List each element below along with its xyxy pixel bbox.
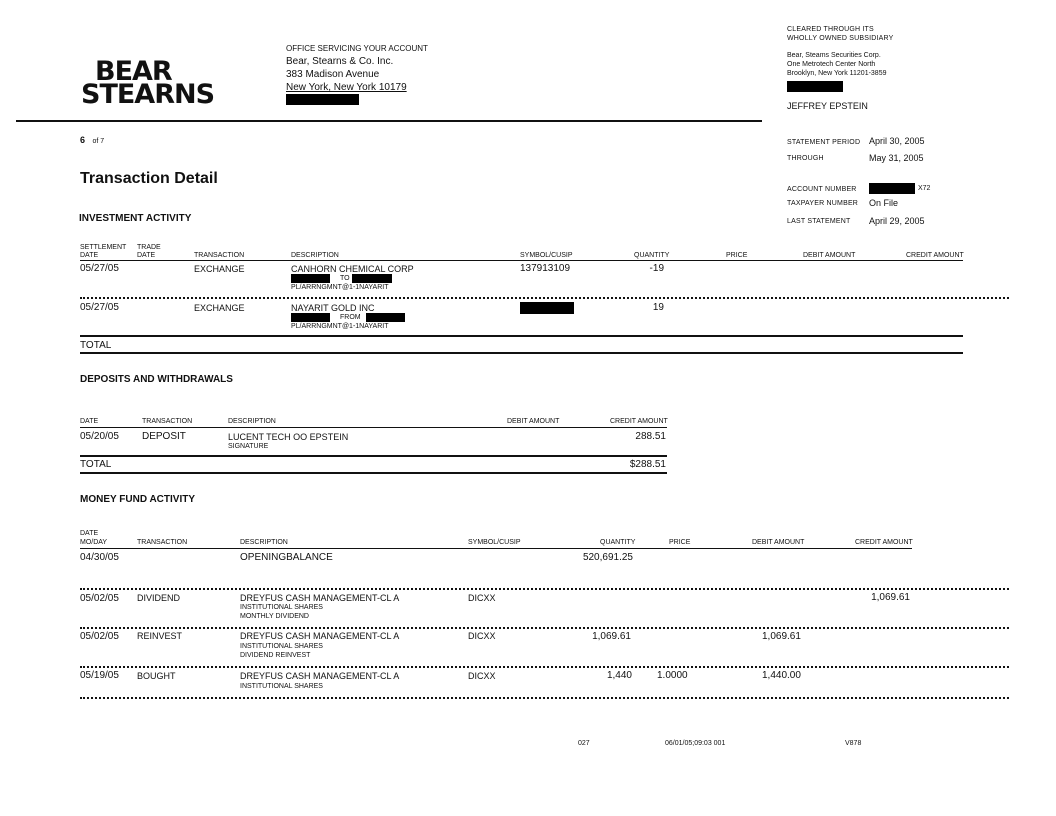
office-label: OFFICE SERVICING YOUR ACCOUNT bbox=[286, 44, 428, 53]
row-divider bbox=[80, 588, 1009, 590]
total-rule-bottom bbox=[80, 352, 963, 354]
column-header-description: DESCRIPTION bbox=[291, 252, 339, 259]
description-line: OPENINGBALANCE bbox=[240, 552, 333, 563]
office-line: Bear, Stearns & Co. Inc. bbox=[286, 56, 394, 67]
description-line: MONTHLY DIVIDEND bbox=[240, 613, 309, 620]
quantity: 1,440 bbox=[606, 670, 632, 681]
description-line: DREYFUS CASH MANAGEMENT-CL A bbox=[240, 593, 400, 603]
description-line: DREYFUS CASH MANAGEMENT-CL A bbox=[240, 671, 400, 681]
column-header-debit: DEBIT AMOUNT bbox=[752, 539, 805, 546]
row-divider bbox=[80, 666, 1009, 668]
column-header-debit: DEBIT AMOUNT bbox=[507, 418, 560, 425]
footer-code: 027 bbox=[578, 740, 590, 747]
footer-timestamp: 06/01/05;09:03 001 bbox=[665, 740, 726, 747]
column-header-mo-day: MO/DAY bbox=[80, 539, 108, 546]
period-value: April 30, 2005 bbox=[869, 136, 925, 146]
column-header-date: DATE bbox=[80, 418, 99, 425]
row-date: 04/30/05 bbox=[80, 552, 119, 563]
description-line: DIVIDEND REINVEST bbox=[240, 652, 311, 659]
account-number-label: ACCOUNT NUMBER bbox=[787, 186, 857, 193]
description-line: TO bbox=[340, 275, 350, 282]
section-heading: DEPOSITS AND WITHDRAWALS bbox=[80, 374, 233, 385]
row-date: 05/02/05 bbox=[80, 593, 119, 604]
column-header-rule bbox=[80, 260, 963, 261]
description-line: INSTITUTIONAL SHARES bbox=[240, 643, 323, 650]
redaction-block bbox=[291, 274, 330, 283]
total-rule-bottom bbox=[80, 472, 667, 474]
row-divider bbox=[80, 697, 1009, 699]
deposit-date: 05/20/05 bbox=[80, 431, 119, 442]
transaction-type: BOUGHT bbox=[137, 671, 176, 681]
column-header-transaction: TRANSACTION bbox=[142, 418, 193, 425]
column-header-symbol: SYMBOL/CUSIP bbox=[468, 539, 521, 546]
account-number-suffix: X72 bbox=[918, 185, 931, 192]
column-header-credit: CREDIT AMOUNT bbox=[610, 418, 668, 425]
transaction-type: DIVIDEND bbox=[137, 593, 181, 603]
redaction-block bbox=[520, 302, 574, 314]
column-header-date: DATE bbox=[80, 530, 99, 537]
period-label: STATEMENT PERIOD bbox=[787, 139, 861, 146]
description-line: DREYFUS CASH MANAGEMENT-CL A bbox=[240, 631, 400, 641]
redaction-block bbox=[787, 81, 843, 92]
description-line: FROM bbox=[340, 314, 361, 321]
total-rule-top bbox=[80, 455, 667, 457]
column-header-trade: TRADE bbox=[137, 244, 161, 251]
page-number: 6 bbox=[80, 135, 86, 145]
transaction-type: EXCHANGE bbox=[194, 303, 245, 313]
footer-code: V878 bbox=[845, 740, 862, 747]
taxpayer-value: On File bbox=[869, 198, 899, 208]
column-header-price: PRICE bbox=[669, 539, 691, 546]
symbol-cusip: DICXX bbox=[468, 631, 496, 641]
section-heading: INVESTMENT ACTIVITY bbox=[79, 213, 192, 224]
row-divider bbox=[80, 297, 1009, 299]
credit-amount: 1,069.61 bbox=[871, 592, 910, 603]
column-header-trade-date: DATE bbox=[137, 252, 156, 259]
price: 1.0000 bbox=[657, 670, 688, 681]
total-label: TOTAL bbox=[80, 459, 112, 470]
page-title: Transaction Detail bbox=[80, 170, 218, 187]
column-header-transaction: TRANSACTION bbox=[137, 539, 188, 546]
cleared-line: WHOLLY OWNED SUBSIDIARY bbox=[787, 35, 894, 42]
description-line: NAYARIT GOLD INC bbox=[291, 303, 375, 313]
debit-amount: 1,440.00 bbox=[762, 670, 801, 681]
description-line: PL/ARRNGMNT@1-1NAYARIT bbox=[291, 323, 389, 330]
subsidiary-line: Brooklyn, New York 11201-3859 bbox=[787, 70, 887, 77]
through-label: THROUGH bbox=[787, 155, 824, 162]
total-label: TOTAL bbox=[80, 340, 112, 351]
description-line: PL/ARRNGMNT@1-1NAYARIT bbox=[291, 284, 389, 291]
column-header-rule bbox=[80, 548, 912, 549]
debit-amount: 1,069.61 bbox=[762, 631, 801, 642]
page-total: of 7 bbox=[92, 138, 105, 145]
column-header-rule bbox=[80, 427, 667, 428]
redaction-block bbox=[352, 274, 392, 283]
header-rule bbox=[16, 120, 762, 122]
quantity: 19 bbox=[652, 302, 664, 313]
description-line: CANHORN CHEMICAL CORP bbox=[291, 264, 414, 274]
column-header-debit: DEBIT AMOUNT bbox=[803, 252, 856, 259]
redaction-block bbox=[366, 313, 405, 322]
transaction-type: REINVEST bbox=[137, 631, 183, 641]
subsidiary-line: Bear, Steams Securities Corp. bbox=[787, 52, 881, 59]
section-heading: MONEY FUND ACTIVITY bbox=[80, 494, 196, 505]
symbol-cusip: 137913109 bbox=[520, 263, 571, 274]
column-header-settlement-date: DATE bbox=[80, 252, 99, 259]
column-header-transaction: TRANSACTION bbox=[194, 252, 245, 259]
office-line: New York, New York 10179 bbox=[286, 82, 407, 93]
transaction-type: DEPOSIT bbox=[142, 431, 186, 442]
description-line: SIGNATURE bbox=[228, 443, 269, 450]
cleared-line: CLEARED THROUGH ITS bbox=[787, 26, 874, 33]
column-header-description: DESCRIPTION bbox=[240, 539, 288, 546]
row-date: 05/19/05 bbox=[80, 670, 119, 681]
description-line: INSTITUTIONAL SHARES bbox=[240, 604, 323, 611]
credit-amount: 288.51 bbox=[635, 431, 666, 442]
redaction-block bbox=[286, 94, 359, 105]
last-statement-value: April 29, 2005 bbox=[869, 216, 925, 226]
column-header-symbol: SYMBOL/CUSIP bbox=[520, 252, 573, 259]
column-header-credit: CREDIT AMOUNT bbox=[906, 252, 964, 259]
column-header-settlement: SETTLEMENT bbox=[80, 244, 127, 251]
row-date: 05/02/05 bbox=[80, 631, 119, 642]
settlement-date: 05/27/05 bbox=[80, 302, 119, 313]
total-credit-amount: $288.51 bbox=[629, 459, 666, 470]
row-divider bbox=[80, 627, 1009, 629]
column-header-credit: CREDIT AMOUNT bbox=[855, 539, 913, 546]
symbol-cusip: DICXX bbox=[468, 671, 496, 681]
last-statement-label: LAST STATEMENT bbox=[787, 218, 851, 225]
quantity: -19 bbox=[649, 263, 664, 274]
through-value: May 31, 2005 bbox=[869, 153, 924, 163]
account-holder-name: JEFFREY EPSTEIN bbox=[787, 101, 868, 111]
office-line: 383 Madison Avenue bbox=[286, 69, 380, 80]
symbol-cusip: DICXX bbox=[468, 593, 496, 603]
total-rule-top bbox=[80, 335, 963, 337]
taxpayer-label: TAXPAYER NUMBER bbox=[787, 200, 859, 207]
redaction-block bbox=[869, 183, 915, 194]
quantity: 520,691.25 bbox=[582, 552, 633, 563]
description-line: INSTITUTIONAL SHARES bbox=[240, 683, 323, 690]
column-header-description: DESCRIPTION bbox=[228, 418, 276, 425]
subsidiary-line: One Metrotech Center North bbox=[787, 61, 876, 68]
quantity: 1,069.61 bbox=[592, 631, 631, 642]
page-indicator bbox=[80, 130, 104, 148]
column-header-quantity: QUANTITY bbox=[634, 252, 670, 259]
redaction-block bbox=[291, 313, 330, 322]
description-line: LUCENT TECH OO EPSTEIN bbox=[228, 432, 349, 442]
transaction-type: EXCHANGE bbox=[194, 264, 245, 274]
settlement-date: 05/27/05 bbox=[80, 263, 119, 274]
logo-line-2: STEARNS bbox=[81, 79, 215, 110]
column-header-price: PRICE bbox=[726, 252, 748, 259]
logo-line-1: BEAR bbox=[95, 56, 172, 87]
column-header-quantity: QUANTITY bbox=[600, 539, 636, 546]
